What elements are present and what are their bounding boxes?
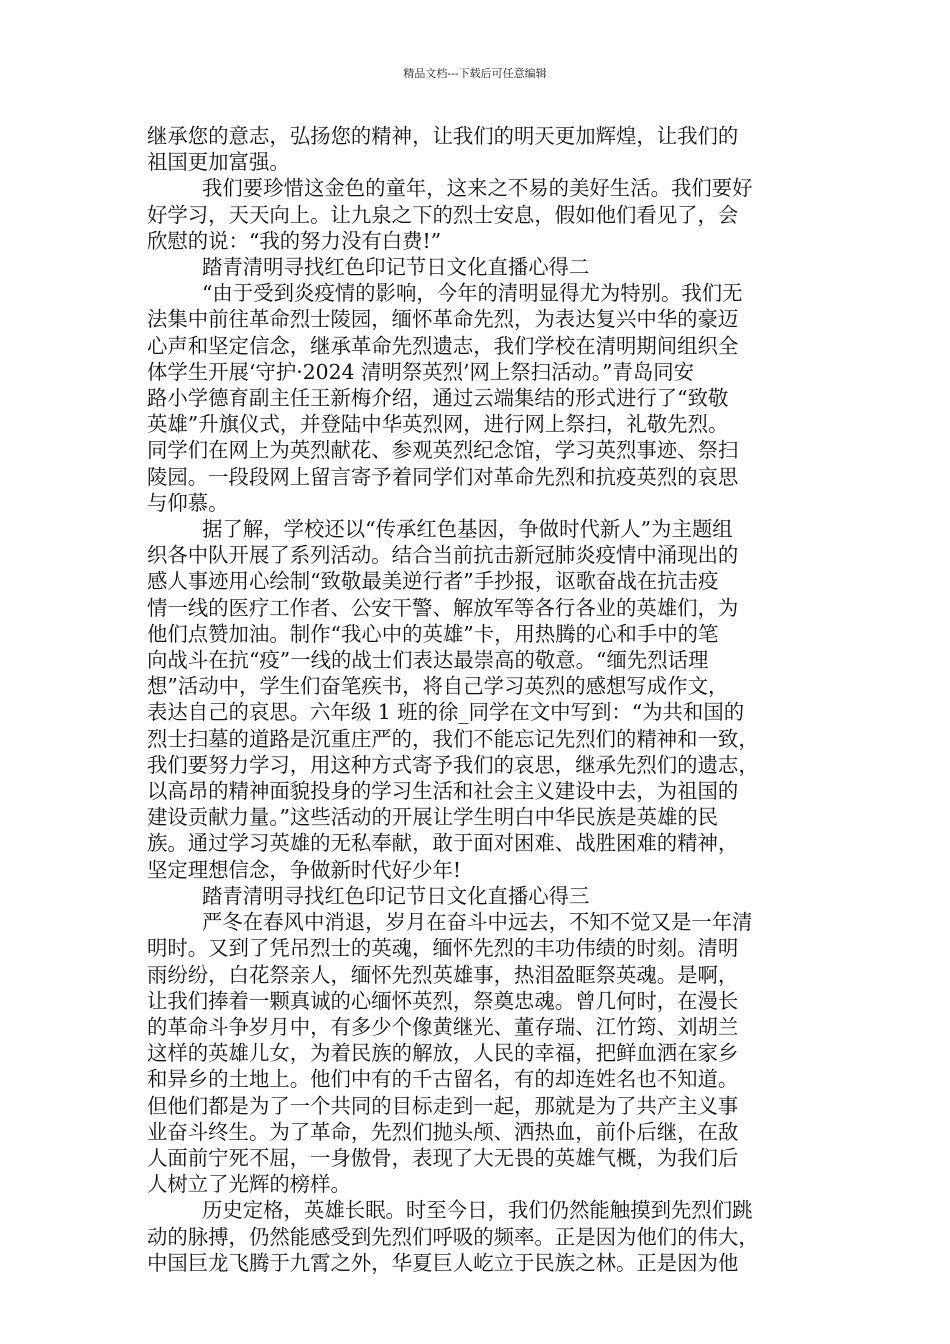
text-line: 严冬在春风中消退，岁月在奋斗中远去，不知不觉又是一年清 bbox=[202, 910, 753, 935]
text-line: 明时。又到了凭吊烈士的英魂，缅怀先烈的丰功伟绩的时刻。清明 bbox=[147, 936, 739, 961]
text-line: 欣慰的说：“我的努力没有白费!” bbox=[147, 228, 442, 253]
text-line: 但他们都是为了一个共同的目标走到一起，那就是为了共产主义事 bbox=[147, 1093, 739, 1118]
text-line: 踏青清明寻找红色印记节日文化直播心得三 bbox=[202, 883, 590, 908]
text-line: 业奋斗终生。为了革命，先烈们抛头颅、洒热血，前仆后继，在敌 bbox=[147, 1119, 739, 1144]
text-line: 法集中前往革命烈士陵园，缅怀革命先烈，为表达复兴中华的豪迈 bbox=[147, 307, 739, 332]
text-line: 心声和坚定信念，继承革命先烈遗志，我们学校在清明期间组织全 bbox=[147, 333, 739, 358]
text-line: 人面前宁死不屈，一身傲骨，表现了大无畏的英雄气概，为我们后 bbox=[147, 1145, 739, 1170]
text-line: 踏青清明寻找红色印记节日文化直播心得二 bbox=[202, 255, 590, 280]
text-line: 表达自己的哀思。六年级 1 班的徐_同学在文中写到：“为共和国的 bbox=[147, 700, 745, 725]
text-line: 动的脉搏，仍然能感受到先烈们呼吸的频率。正是因为他们的伟大， bbox=[147, 1224, 759, 1249]
paragraph bbox=[147, 254, 810, 280]
document-body bbox=[147, 123, 810, 1276]
text-line: 体学生开展‘守护·2024 清明祭英烈’网上祭扫活动。”青岛同安 bbox=[147, 359, 695, 384]
text-line: 中国巨龙飞腾于九霄之外，华夏巨人屹立于民族之林。正是因为他 bbox=[147, 1250, 739, 1275]
text-line: 他们点赞加油。制作“我心中的英雄”卡，用热腾的心和手中的笔 bbox=[147, 621, 719, 646]
paragraph bbox=[147, 883, 810, 909]
text-line: 和异乡的土地上。他们中有的千古留名，有的却连姓名也不知道。 bbox=[147, 1067, 739, 1092]
paragraph bbox=[147, 123, 810, 175]
text-line: 人树立了光辉的榜样。 bbox=[147, 1172, 351, 1197]
paragraph bbox=[147, 909, 810, 1197]
paragraph bbox=[147, 280, 810, 516]
text-line: 我们要努力学习，用这种方式寄予我们的哀思，继承先烈们的遗志， bbox=[147, 752, 759, 777]
text-line: 历史定格，英雄长眠。时至今日，我们仍然能触摸到先烈们跳 bbox=[202, 1198, 753, 1223]
text-line: 以高昂的精神面貌投身的学习生活和社会主义建设中去，为祖国的 bbox=[147, 779, 739, 804]
text-line: 烈士扫墓的道路是沉重庄严的，我们不能忘记先烈们的精神和一致， bbox=[147, 726, 759, 751]
text-line: 雨纷纷，白花祭亲人，缅怀先烈英雄事，热泪盈眶祭英魂。是啊， bbox=[147, 962, 739, 987]
paragraph bbox=[147, 516, 810, 883]
text-line: 族。通过学习英雄的无私奉献，敢于面对困难、战胜困难的精神， bbox=[147, 831, 739, 856]
text-line: 情一线的医疗工作者、公安干警、解放军等各行各业的英雄们，为 bbox=[147, 595, 739, 620]
text-line: “由于受到炎疫情的影响，今年的清明显得尤为特别。我们无 bbox=[202, 281, 743, 306]
text-line: 坚定理想信念，争做新时代好少年! bbox=[147, 857, 462, 882]
text-line: 英雄”升旗仪式，并登陆中华英烈网，进行网上祭扫，礼敬先烈。 bbox=[147, 412, 729, 437]
text-line: 感人事迹用心绘制“致敬最美逆行者”手抄报，讴歌奋战在抗击疫 bbox=[147, 569, 719, 594]
text-line: 与仰慕。 bbox=[147, 490, 229, 515]
text-line: 祖国更加富强。 bbox=[147, 150, 290, 175]
text-line: 向战斗在抗“疫”一线的战士们表达最崇高的敬意。“缅先烈话理 bbox=[147, 648, 709, 673]
text-line: 我们要珍惜这金色的童年，这来之不易的美好生活。我们要好 bbox=[202, 176, 753, 201]
text-line: 据了解，学校还以“传承红色基因，争做时代新人”为主题组 bbox=[202, 517, 733, 542]
text-line: 让我们捧着一颗真诚的心缅怀英烈，祭奠忠魂。曾几何时，在漫长 bbox=[147, 988, 739, 1013]
text-line: 织各中队开展了系列活动。结合当前抗击新冠肺炎疫情中涌现出的 bbox=[147, 543, 739, 568]
text-line: 路小学德育副主任王新梅介绍，通过云端集结的形式进行了“致敬 bbox=[147, 386, 729, 411]
text-line: 同学们在网上为英烈献花、参观英烈纪念馆，学习英烈事迹、祭扫 bbox=[147, 438, 739, 463]
text-line: 想”活动中，学生们奋笔疾书，将自己学习英烈的感想写成作文， bbox=[147, 674, 729, 699]
text-line: 好学习，天天向上。让九泉之下的烈士安息，假如他们看见了，会 bbox=[147, 202, 739, 227]
text-line: 的革命斗争岁月中，有多少个像黄继光、董存瑞、江竹筠、刘胡兰 bbox=[147, 1014, 739, 1039]
paragraph bbox=[147, 175, 810, 254]
text-line: 陵园。一段段网上留言寄予着同学们对革命先烈和抗疫英烈的哀思 bbox=[147, 464, 739, 489]
paragraph bbox=[147, 1197, 810, 1276]
text-line: 这样的英雄儿女，为着民族的解放，人民的幸福，把鲜血洒在家乡 bbox=[147, 1041, 739, 1066]
text-line: 建设贡献力量。”这些活动的开展让学生明白中华民族是英雄的民 bbox=[147, 805, 719, 830]
page-header: 精品文档---下载后可任意编辑 bbox=[403, 67, 547, 80]
text-line: 继承您的意志，弘扬您的精神，让我们的明天更加辉煌，让我们的 bbox=[147, 124, 739, 148]
